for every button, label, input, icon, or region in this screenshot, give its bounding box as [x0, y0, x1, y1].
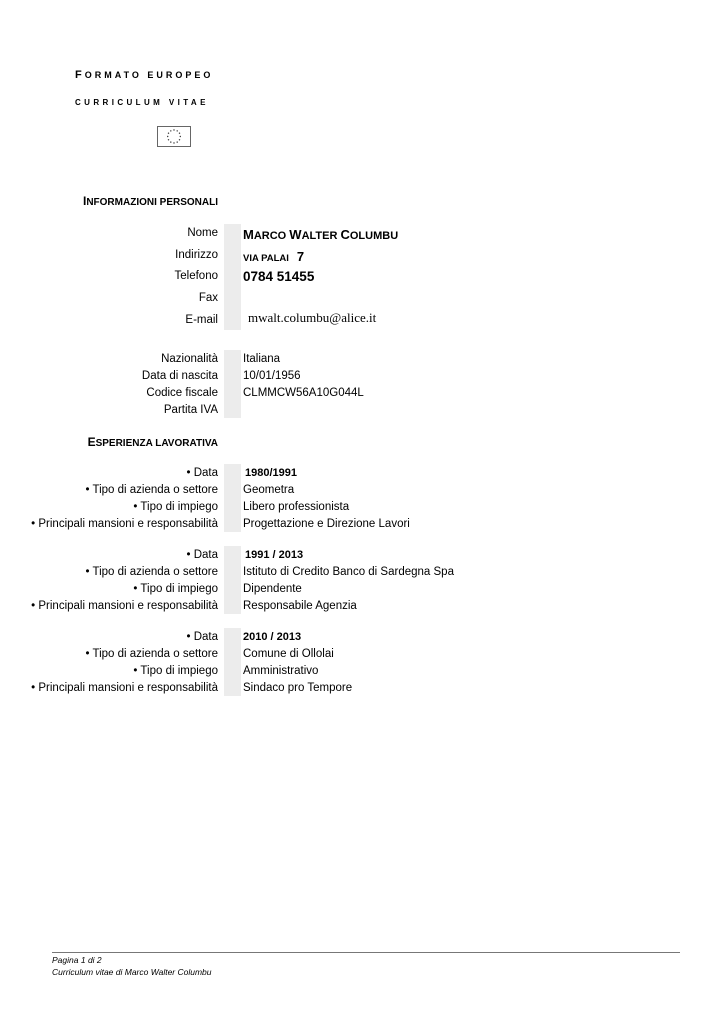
exp2-value-data: 1991 / 2013 [245, 549, 304, 561]
document-format-title [75, 69, 213, 81]
exp3-value-data: 2010 / 2013 [243, 631, 302, 643]
exp1-label-mansioni: • Principali mansioni e responsabilità [31, 518, 218, 530]
personal-heading-initial: I [82, 194, 87, 208]
label-email: E-mail [185, 314, 218, 326]
footer-page-prefix: Pagina [52, 955, 81, 965]
exp3-label-impiego: • Tipo di impiego [133, 665, 218, 677]
address-street: VIA PALAI [243, 253, 289, 264]
experience-heading [88, 435, 218, 449]
value-indirizzo [243, 249, 304, 264]
experience-heading-rest: SPERIENZA LAVORATIVA [95, 438, 218, 449]
exp2-label-mansioni: • Principali mansioni e responsabilità [31, 600, 218, 612]
value-codice-fiscale: CLMMCW56A10G044L [243, 387, 364, 399]
exp1-value-data: 1980/1991 [245, 467, 297, 479]
value-data-nascita: 10/01/1956 [243, 370, 301, 382]
exp3-label-azienda: • Tipo di azienda o settore [85, 648, 218, 660]
format-title-rest: ORMATO EUROPEO [84, 70, 214, 80]
exp3-value-azienda: Comune di Ollolai [243, 648, 334, 660]
name-initial-3: C [340, 227, 350, 242]
name-initial-1: M [243, 227, 254, 242]
exp3-label-mansioni: • Principali mansioni e responsabilità [31, 682, 218, 694]
exp1-label-impiego: • Tipo di impiego [133, 501, 218, 513]
label-data-nascita: Data di nascita [141, 370, 218, 382]
value-nome [243, 227, 398, 242]
exp1-label-data: • Data [186, 467, 218, 479]
exp2-label-impiego: • Tipo di impiego [133, 583, 218, 595]
value-nazionalita: Italiana [243, 353, 281, 365]
value-telefono: 0784 51455 [243, 269, 315, 284]
eu-stars-icon [158, 127, 190, 146]
label-telefono: Telefono [174, 270, 218, 282]
footer-page-total: di 2 [85, 955, 102, 965]
name-part-1: ARCO [253, 230, 290, 242]
label-nazionalita: Nazionalità [161, 353, 218, 365]
exp2-value-azienda: Istituto di Credito Banco di Sardegna Spa [243, 566, 454, 578]
name-part-2: ALTER [301, 230, 341, 242]
footer-page-number [52, 955, 102, 965]
label-indirizzo: Indirizzo [175, 249, 218, 261]
experience-gray-column-3 [224, 628, 241, 696]
exp3-value-impiego: Amministrativo [243, 665, 319, 677]
label-codice-fiscale: Codice fiscale [146, 387, 218, 399]
value-email[interactable]: mwalt.columbu@alice.it [248, 310, 377, 325]
exp1-value-impiego: Libero professionista [243, 501, 350, 513]
exp1-value-azienda: Geometra [243, 484, 295, 496]
exp2-label-azienda: • Tipo di azienda o settore [85, 566, 218, 578]
format-title-initial: F [75, 69, 85, 81]
experience-heading-initial: E [87, 435, 96, 449]
name-part-3: OLUMBU [349, 230, 399, 242]
experience-gray-column-2 [224, 546, 241, 614]
personal-info-heading [83, 194, 218, 208]
personal-heading-rest: NFORMAZIONI PERSONALI [86, 197, 218, 208]
exp2-label-data: • Data [186, 549, 218, 561]
label-fax: Fax [198, 292, 218, 304]
exp2-value-impiego: Dipendente [243, 583, 302, 595]
exp3-label-data: • Data [186, 631, 218, 643]
label-nome: Nome [187, 227, 218, 239]
name-initial-2: W [289, 227, 302, 242]
experience-gray-column-1 [224, 464, 241, 532]
exp2-value-mansioni: Responsabile Agenzia [243, 600, 357, 612]
footer-cv-line: Curriculum vitae di Marco Walter Columbu [52, 967, 212, 977]
personal-gray-column-2 [224, 350, 241, 418]
exp1-value-mansioni: Progettazione e Direzione Lavori [243, 518, 410, 530]
footer-divider [52, 952, 680, 953]
personal-gray-column [224, 224, 241, 330]
address-number: 7 [296, 249, 305, 264]
footer-page-num: 1 [80, 955, 86, 965]
exp3-value-mansioni: Sindaco pro Tempore [243, 682, 353, 694]
document-cv-title: CURRICULUM VITAE [75, 98, 209, 107]
exp1-label-azienda: • Tipo di azienda o settore [85, 484, 218, 496]
label-partita-iva: Partita IVA [163, 404, 218, 416]
eu-flag-icon [157, 126, 191, 147]
